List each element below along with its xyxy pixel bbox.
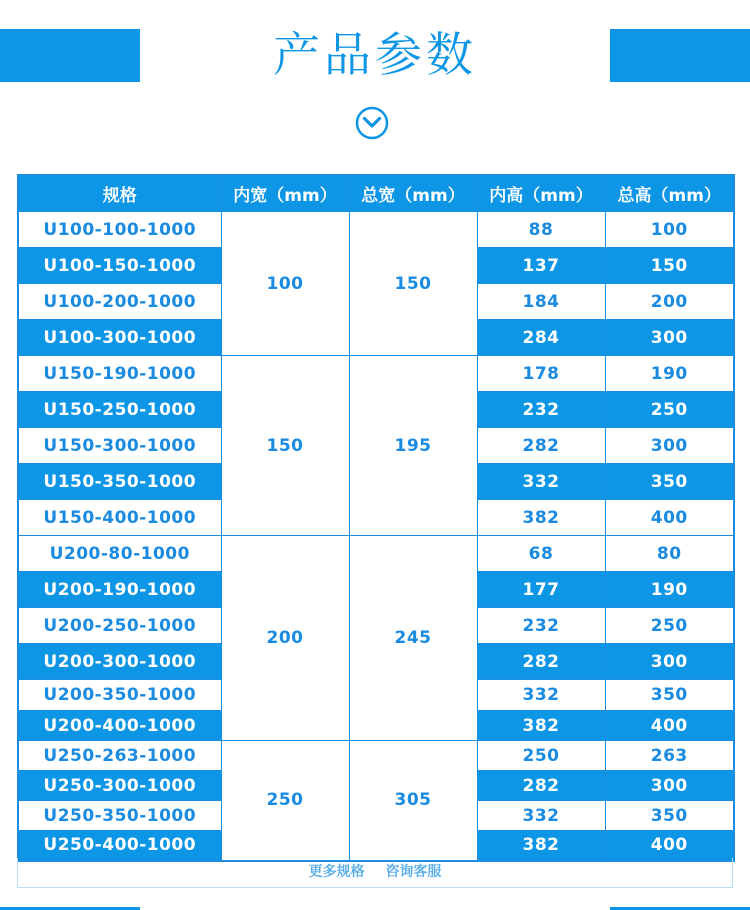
- cell-spec: U100-150-1000: [18, 248, 221, 284]
- cell-total-height: 263: [605, 741, 734, 771]
- cell-total-height: 300: [605, 320, 734, 356]
- header-total-height: 总高（mm）: [605, 175, 734, 212]
- cell-inner-height: 232: [477, 392, 605, 428]
- cell-total-height: 250: [605, 608, 734, 644]
- table-row: [18, 536, 734, 572]
- cell-spec: U250-350-1000: [18, 801, 221, 831]
- cell-spec: U100-300-1000: [18, 320, 221, 356]
- cell-total-height: 350: [605, 801, 734, 831]
- cell-total-height: 80: [605, 536, 734, 572]
- cell-inner-height: 382: [477, 831, 605, 861]
- table-row: [18, 212, 734, 248]
- cell-spec: U150-250-1000: [18, 392, 221, 428]
- cell-total-height: 350: [605, 464, 734, 500]
- cell-total-height: 100: [605, 212, 734, 248]
- cell-spec: U200-250-1000: [18, 608, 221, 644]
- footer-links: [17, 858, 733, 888]
- cell-total-height: 150: [605, 248, 734, 284]
- table-row: [18, 741, 734, 771]
- cell-total-width: 195: [349, 356, 477, 536]
- cell-inner-height: 332: [477, 801, 605, 831]
- cell-total-height: 300: [605, 771, 734, 801]
- cell-inner-height: 382: [477, 500, 605, 536]
- cell-inner-height: 178: [477, 356, 605, 392]
- cell-spec: U100-200-1000: [18, 284, 221, 320]
- cell-inner-height: 282: [477, 644, 605, 680]
- cell-spec: U200-300-1000: [18, 644, 221, 680]
- cell-spec: U250-300-1000: [18, 771, 221, 801]
- table-header-row: [18, 175, 734, 212]
- cell-spec: U150-190-1000: [18, 356, 221, 392]
- cell-inner-width: 100: [221, 212, 349, 356]
- more-specs-link[interactable]: 更多规格: [308, 864, 365, 880]
- cell-inner-height: 332: [477, 464, 605, 500]
- cell-total-height: 300: [605, 428, 734, 464]
- cell-inner-height: 177: [477, 572, 605, 608]
- cell-total-height: 200: [605, 284, 734, 320]
- cell-total-height: 250: [605, 392, 734, 428]
- cell-spec: U200-400-1000: [18, 711, 221, 741]
- cell-inner-height: 282: [477, 428, 605, 464]
- cell-inner-height: 284: [477, 320, 605, 356]
- cell-inner-height: 282: [477, 771, 605, 801]
- cell-total-width: 305: [349, 741, 477, 861]
- table-row: [18, 356, 734, 392]
- table-body: [18, 212, 734, 861]
- cell-inner-height: 184: [477, 284, 605, 320]
- cell-spec: U200-80-1000: [18, 536, 221, 572]
- cell-inner-width: 150: [221, 356, 349, 536]
- cell-inner-height: 332: [477, 680, 605, 711]
- cell-inner-height: 232: [477, 608, 605, 644]
- cell-total-height: 350: [605, 680, 734, 711]
- consult-service-link[interactable]: 咨询客服: [385, 864, 442, 880]
- cell-spec: U250-400-1000: [18, 831, 221, 861]
- cell-spec: U150-400-1000: [18, 500, 221, 536]
- cell-total-width: 245: [349, 536, 477, 741]
- header-spec: 规格: [18, 175, 221, 212]
- header-inner-height: 内高（mm）: [477, 175, 605, 212]
- cell-spec: U100-100-1000: [18, 212, 221, 248]
- cell-inner-width: 200: [221, 536, 349, 741]
- cell-inner-height: 382: [477, 711, 605, 741]
- cell-inner-height: 137: [477, 248, 605, 284]
- cell-spec: U200-350-1000: [18, 680, 221, 711]
- page-title: 产品参数: [273, 28, 477, 83]
- cell-total-height: 400: [605, 831, 734, 861]
- cell-total-height: 400: [605, 500, 734, 536]
- cell-inner-width: 250: [221, 741, 349, 861]
- cell-total-height: 400: [605, 711, 734, 741]
- cell-total-height: 300: [605, 644, 734, 680]
- cell-total-width: 150: [349, 212, 477, 356]
- header-total-width: 总宽（mm）: [349, 175, 477, 212]
- cell-spec: U250-263-1000: [18, 741, 221, 771]
- cell-spec: U150-300-1000: [18, 428, 221, 464]
- cell-inner-height: 250: [477, 741, 605, 771]
- header-inner-width: 内宽（mm）: [221, 175, 349, 212]
- cell-total-height: 190: [605, 356, 734, 392]
- cell-inner-height: 88: [477, 212, 605, 248]
- cell-spec: U150-350-1000: [18, 464, 221, 500]
- chevron-down-circle-icon: [355, 106, 389, 140]
- cell-spec: U200-190-1000: [18, 572, 221, 608]
- cell-total-height: 190: [605, 572, 734, 608]
- spec-table: [17, 174, 735, 862]
- cell-inner-height: 68: [477, 536, 605, 572]
